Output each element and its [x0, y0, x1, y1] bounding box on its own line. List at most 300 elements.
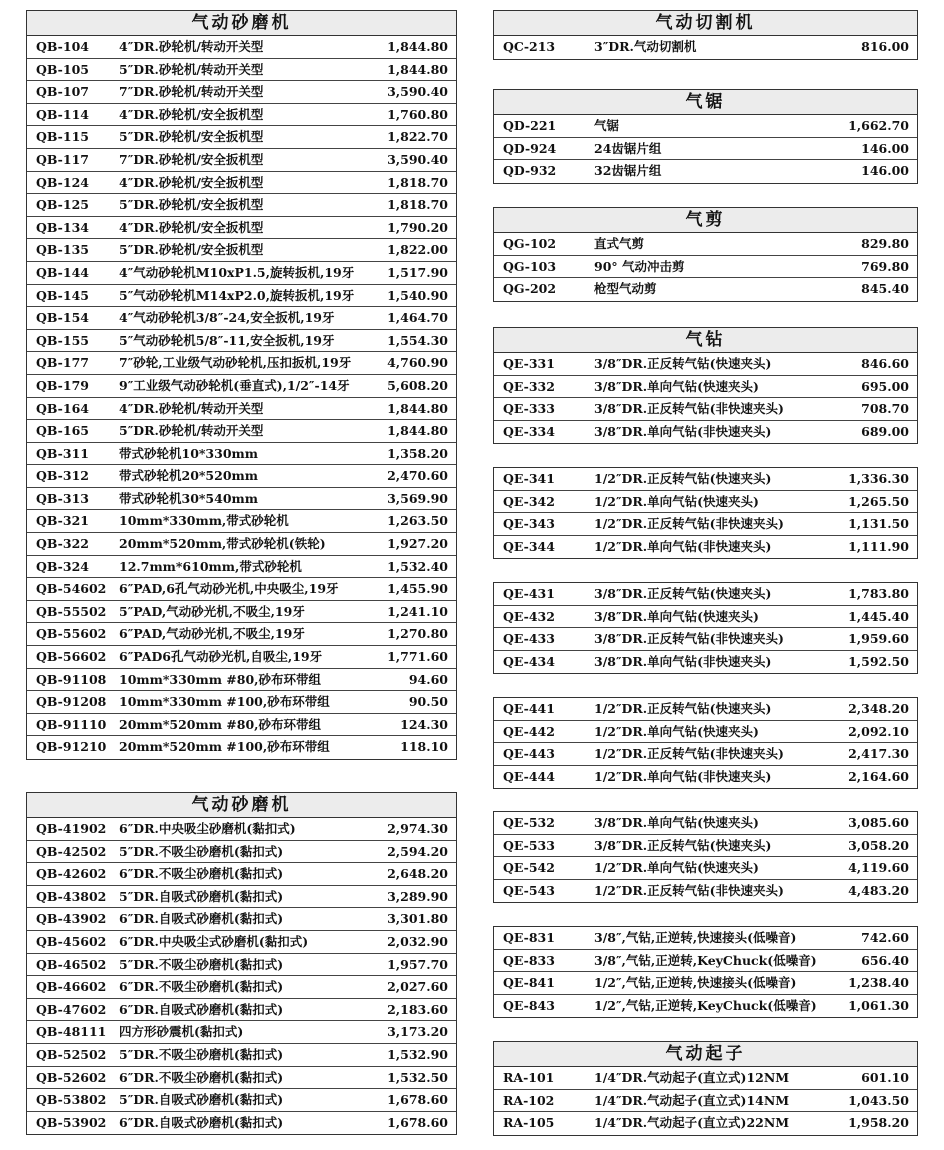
product-description: 3/8″DR.正反转气钻(快速夹头) [594, 586, 772, 601]
product-code: QB-165 [36, 423, 89, 439]
table-row [27, 1089, 456, 1112]
table-row [494, 972, 917, 995]
product-description: 5″DR.砂轮机/安全扳机型 [119, 242, 264, 258]
table-row [494, 606, 917, 629]
table-row [27, 126, 456, 149]
table-row [494, 398, 917, 421]
product-code: QB-134 [36, 219, 89, 235]
product-code: QB-135 [36, 242, 89, 258]
product-code: RA-105 [503, 1115, 555, 1131]
product-price: 695.00 [861, 378, 909, 394]
product-code: QB-107 [36, 84, 89, 100]
product-price: 3,289.90 [387, 888, 448, 904]
product-price: 1,263.50 [387, 513, 448, 529]
table-row [27, 841, 456, 864]
table-row [27, 1021, 456, 1044]
product-price: 1,844.80 [387, 400, 448, 416]
product-description: 6″DR.不吸尘砂磨机(黏扣式) [119, 979, 284, 995]
product-description: 3/8″DR.正反转气钻(非快速夹头) [594, 401, 784, 417]
table-row [27, 1044, 456, 1067]
product-price: 3,085.60 [848, 815, 909, 830]
product-price: 1,959.60 [848, 631, 909, 647]
product-description: 4″DR.砂轮机/安全扳机型 [119, 106, 264, 122]
product-description: 6″DR.自吸式砂磨机(黏扣式) [119, 911, 284, 927]
product-description: 4″气动砂轮机M10xP1.5,旋转扳机,19牙 [119, 264, 355, 280]
product-price: 1,678.60 [387, 1092, 448, 1108]
product-code: QE-432 [503, 608, 555, 624]
product-price: 1,592.50 [848, 653, 909, 669]
product-code: QB-46502 [36, 956, 107, 972]
product-description: 6″PAD,6孔气动砂光机,中央吸尘,19牙 [119, 581, 339, 597]
product-price: 4,760.90 [387, 355, 448, 371]
product-description: 6″DR.不吸尘砂磨机(黏扣式) [119, 866, 284, 882]
product-description: 20mm*520mm,带式砂轮机(铁轮) [119, 536, 326, 552]
table-row [494, 766, 917, 789]
table-row [27, 217, 456, 240]
table-row [27, 736, 456, 759]
product-description: 带式砂轮机20*520mm [119, 468, 258, 484]
table-row [27, 262, 456, 285]
table-row [494, 880, 917, 903]
table-row [27, 104, 456, 127]
product-description: 3/8″,气钻,正逆转,快速接头(低噪音) [594, 930, 797, 945]
product-code: QG-103 [503, 258, 557, 274]
product-price: 1,678.60 [387, 1114, 448, 1130]
product-code: QE-431 [503, 586, 555, 601]
product-price: 3,590.40 [387, 84, 448, 100]
product-price: 3,590.40 [387, 151, 448, 167]
product-price: 3,301.80 [387, 911, 448, 927]
product-description: 5″DR.自吸式砂磨机(黏扣式) [119, 888, 284, 904]
product-description: 3/8″DR.单向气钻(非快速夹头) [594, 423, 772, 439]
product-price: 816.00 [861, 39, 909, 54]
product-description: 6″DR.中央吸尘式砂磨机(黏扣式) [119, 933, 309, 949]
product-code: QB-155 [36, 332, 89, 348]
product-description: 3/8″,气钻,正逆转,KeyChuck(低噪音) [594, 952, 817, 968]
product-code: QG-202 [503, 281, 557, 297]
product-description: 1/2″DR.单向气钻(非快速夹头) [594, 538, 772, 554]
product-code: QB-312 [36, 468, 89, 484]
product-description: 5″DR.砂轮机/安全扳机型 [119, 197, 264, 213]
product-price: 1,554.30 [387, 332, 448, 348]
table-row [27, 149, 456, 172]
product-description: 1/4″DR.气动起子(直立式)14NM [594, 1092, 790, 1108]
product-description: 4″DR.砂轮机/安全扳机型 [119, 174, 264, 190]
table-row [494, 491, 917, 514]
table-row [27, 999, 456, 1022]
product-description: 1/4″DR.气动起子(直立式)22NM [594, 1115, 790, 1131]
table-row [27, 330, 456, 353]
product-description: 1/2″DR.正反转气钻(非快速夹头) [594, 746, 784, 762]
product-code: QB-117 [36, 151, 89, 167]
product-price: 1,043.50 [848, 1092, 909, 1108]
table-row [27, 510, 456, 533]
table-row [494, 233, 917, 256]
product-code: QB-42502 [36, 843, 107, 859]
product-price: 1,270.80 [387, 626, 448, 642]
table-row [27, 818, 456, 841]
product-code: RA-101 [503, 1070, 555, 1085]
table-row [494, 376, 917, 399]
product-price: 1,131.50 [848, 516, 909, 532]
product-code: QB-115 [36, 129, 89, 145]
product-price: 1,358.20 [387, 445, 448, 461]
table-row [494, 115, 917, 138]
product-code: QB-104 [36, 39, 89, 54]
product-price: 1,822.70 [387, 129, 448, 145]
product-price: 146.00 [861, 140, 909, 156]
product-price: 1,455.90 [387, 581, 448, 597]
product-price: 1,238.40 [848, 975, 909, 991]
table-row [494, 995, 917, 1018]
price-table-air-drill-5 [493, 811, 918, 903]
table-row [27, 398, 456, 421]
product-code: QB-48111 [36, 1024, 107, 1040]
product-description: 5″DR.砂轮机/安全扳机型 [119, 129, 264, 145]
table-row [27, 578, 456, 601]
product-description: 32齿锯片组 [594, 163, 662, 179]
product-description: 6″DR.自吸式砂磨机(黏扣式) [119, 1001, 284, 1017]
price-table-air-drill-3 [493, 582, 918, 674]
table-row [27, 1067, 456, 1090]
product-description: 5″DR.不吸尘砂磨机(黏扣式) [119, 843, 284, 859]
product-code: QE-331 [503, 356, 555, 371]
product-price: 3,058.20 [848, 837, 909, 853]
table-row [494, 1067, 917, 1090]
product-price: 1,532.90 [387, 1046, 448, 1062]
product-price: 2,648.20 [387, 866, 448, 882]
product-code: QE-441 [503, 701, 555, 716]
table-row [27, 556, 456, 579]
table-row [494, 927, 917, 950]
product-price: 1,790.20 [387, 219, 448, 235]
product-description: 3″DR.气动切割机 [594, 39, 697, 54]
product-code: QB-154 [36, 310, 89, 326]
product-description: 3/8″DR.正反转气钻(快速夹头) [594, 837, 772, 853]
product-description: 6″DR.中央吸尘砂磨机(黏扣式) [119, 821, 296, 836]
product-description: 6″PAD,气动砂光机,不吸尘,19牙 [119, 626, 305, 642]
product-description: 1/2″DR.正反转气钻(快速夹头) [594, 471, 772, 486]
table-row [494, 721, 917, 744]
table-row [494, 698, 917, 721]
table-row [494, 628, 917, 651]
table-title: 气剪 [494, 208, 917, 233]
product-code: QE-434 [503, 653, 555, 669]
product-price: 846.60 [861, 356, 909, 371]
product-description: 7″DR.砂轮机/转动开关型 [119, 84, 264, 100]
product-description: 3/8″DR.单向气钻(非快速夹头) [594, 653, 772, 669]
price-table-sanders [26, 792, 457, 1135]
table-row [494, 468, 917, 491]
table-title: 气动起子 [494, 1042, 917, 1067]
product-code: QG-102 [503, 236, 557, 251]
product-code: QE-533 [503, 837, 555, 853]
product-description: 6″DR.自吸式砂磨机(黏扣式) [119, 1114, 284, 1130]
product-description: 4″DR.砂轮机/转动开关型 [119, 39, 264, 54]
product-description: 1/2″DR.单向气钻(快速夹头) [594, 493, 759, 509]
product-code: QD-924 [503, 140, 557, 156]
table-row [494, 651, 917, 674]
product-code: QE-433 [503, 631, 555, 647]
table-row [494, 743, 917, 766]
product-code: QE-831 [503, 930, 555, 945]
product-price: 1,844.80 [387, 61, 448, 77]
product-price: 656.40 [861, 952, 909, 968]
product-description: 4″DR.砂轮机/转动开关型 [119, 400, 264, 416]
product-price: 1,336.30 [848, 471, 909, 486]
product-code: QE-542 [503, 860, 555, 876]
product-description: 直式气剪 [594, 236, 645, 251]
table-row [27, 36, 456, 59]
product-price: 1,265.50 [848, 493, 909, 509]
table-row [27, 420, 456, 443]
product-code: QD-221 [503, 118, 557, 133]
table-title: 气动切割机 [494, 11, 917, 36]
product-price: 1,532.50 [387, 1069, 448, 1085]
table-title: 气动砂磨机 [27, 11, 456, 36]
product-price: 1,517.90 [387, 264, 448, 280]
product-code: QC-213 [503, 39, 556, 54]
table-row [27, 1112, 456, 1135]
product-price: 2,183.60 [387, 1001, 448, 1017]
table-row [27, 172, 456, 195]
product-code: QE-442 [503, 723, 555, 739]
product-description: 1/2″DR.单向气钻(快速夹头) [594, 723, 759, 739]
product-price: 2,594.20 [387, 843, 448, 859]
product-description: 1/2″DR.正反转气钻(非快速夹头) [594, 516, 784, 532]
product-price: 769.80 [861, 258, 909, 274]
product-code: QB-91110 [36, 716, 107, 732]
product-description: 1/2″,气钻,正逆转,KeyChuck(低噪音) [594, 997, 817, 1013]
product-price: 124.30 [400, 716, 448, 732]
product-code: QB-105 [36, 61, 89, 77]
product-description: 6″DR.不吸尘砂磨机(黏扣式) [119, 1069, 284, 1085]
product-code: QB-164 [36, 400, 89, 416]
product-price: 1,241.10 [387, 603, 448, 619]
product-price: 90.50 [408, 694, 448, 710]
table-row [494, 278, 917, 301]
product-price: 1,111.90 [848, 538, 909, 554]
product-price: 4,483.20 [848, 882, 909, 898]
table-row [27, 714, 456, 737]
table-row [494, 160, 917, 183]
product-price: 2,470.60 [387, 468, 448, 484]
product-description: 3/8″DR.正反转气钻(快速夹头) [594, 356, 772, 371]
table-row [27, 488, 456, 511]
price-table-air-saw [493, 89, 918, 184]
table-row [27, 886, 456, 909]
table-row [27, 863, 456, 886]
product-code: QB-145 [36, 287, 89, 303]
product-price: 3,569.90 [387, 490, 448, 506]
product-code: QE-332 [503, 378, 555, 394]
product-description: 12.7mm*610mm,带式砂轮机 [119, 558, 302, 574]
table-row [27, 194, 456, 217]
table-row [27, 623, 456, 646]
table-row [494, 138, 917, 161]
product-price: 1,464.70 [387, 310, 448, 326]
table-row [494, 256, 917, 279]
product-code: QB-144 [36, 264, 89, 280]
product-price: 2,348.20 [848, 701, 909, 716]
price-table-air-drill-6 [493, 926, 918, 1018]
product-description: 20mm*520mm #100,砂布环带组 [119, 739, 330, 755]
product-code: QB-125 [36, 197, 89, 213]
table-row [27, 465, 456, 488]
product-price: 742.60 [861, 930, 909, 945]
product-price: 1,818.70 [387, 174, 448, 190]
table-row [494, 421, 917, 444]
product-description: 90° 气动冲击剪 [594, 258, 685, 274]
table-row [494, 536, 917, 559]
table-row [27, 352, 456, 375]
product-code: QE-342 [503, 493, 555, 509]
product-description: 5″气动砂轮机M14xP2.0,旋转扳机,19牙 [119, 287, 355, 303]
product-price: 2,417.30 [848, 746, 909, 762]
product-code: QB-313 [36, 490, 89, 506]
product-price: 1,061.30 [848, 997, 909, 1013]
product-price: 845.40 [861, 281, 909, 297]
product-code: QB-52602 [36, 1069, 107, 1085]
product-code: QB-311 [36, 445, 89, 461]
product-code: QB-42602 [36, 866, 107, 882]
table-row [27, 669, 456, 692]
product-code: QB-91108 [36, 671, 107, 687]
product-price: 2,092.10 [848, 723, 909, 739]
table-row [494, 36, 917, 59]
product-description: 4″DR.砂轮机/安全扳机型 [119, 219, 264, 235]
product-price: 1,662.70 [848, 118, 909, 133]
product-price: 1,783.80 [848, 586, 909, 601]
product-price: 118.10 [400, 739, 448, 755]
product-description: 5″DR.自吸式砂磨机(黏扣式) [119, 1092, 284, 1108]
table-row [27, 976, 456, 999]
table-row [27, 646, 456, 669]
table-row [494, 950, 917, 973]
product-price: 1,927.20 [387, 536, 448, 552]
table-row [27, 601, 456, 624]
price-table-screwdriver [493, 1041, 918, 1136]
product-description: 四方形砂震机(黏扣式) [119, 1024, 244, 1040]
product-description: 枪型气动剪 [594, 281, 657, 297]
product-description: 带式砂轮机30*540mm [119, 490, 258, 506]
product-code: QB-46602 [36, 979, 107, 995]
product-price: 2,032.90 [387, 933, 448, 949]
product-code: QD-932 [503, 163, 557, 179]
product-code: QE-843 [503, 997, 555, 1013]
product-code: QB-47602 [36, 1001, 107, 1017]
product-code: QB-55602 [36, 626, 107, 642]
product-code: QB-114 [36, 106, 89, 122]
product-price: 3,173.20 [387, 1024, 448, 1040]
product-price: 2,164.60 [848, 768, 909, 784]
table-row [27, 239, 456, 262]
table-row [494, 835, 917, 858]
product-description: 3/8″DR.单向气钻(快速夹头) [594, 608, 759, 624]
product-description: 1/2″DR.单向气钻(快速夹头) [594, 860, 759, 876]
product-description: 5″PAD,气动砂光机,不吸尘,19牙 [119, 603, 305, 619]
product-code: QB-91210 [36, 739, 107, 755]
product-price: 1,760.80 [387, 106, 448, 122]
price-table-air-drill-2 [493, 467, 918, 559]
product-description: 5″DR.不吸尘砂磨机(黏扣式) [119, 956, 284, 972]
product-price: 1,771.60 [387, 649, 448, 665]
table-row [494, 353, 917, 376]
product-code: QB-91208 [36, 694, 107, 710]
product-price: 1,818.70 [387, 197, 448, 213]
product-price: 1,844.80 [387, 423, 448, 439]
product-price: 1,844.80 [387, 39, 448, 54]
product-description: 7″砂轮,工业级气动砂轮机,压扣扳机,19牙 [119, 355, 352, 371]
table-row [27, 954, 456, 977]
product-description: 1/4″DR.气动起子(直立式)12NM [594, 1070, 790, 1085]
product-price: 1,540.90 [387, 287, 448, 303]
product-description: 10mm*330mm #100,砂布环带组 [119, 694, 330, 710]
product-code: QB-43902 [36, 911, 107, 927]
product-code: QE-532 [503, 815, 555, 830]
table-row [27, 931, 456, 954]
product-description: 气锯 [594, 118, 620, 133]
product-description: 4″气动砂轮机3/8″-24,安全扳机,19牙 [119, 310, 335, 326]
product-price: 1,822.00 [387, 242, 448, 258]
product-description: 3/8″DR.单向气钻(快速夹头) [594, 815, 759, 830]
table-row [27, 81, 456, 104]
table-row [494, 1090, 917, 1113]
table-row [27, 285, 456, 308]
product-description: 7″DR.砂轮机/安全扳机型 [119, 151, 264, 167]
product-code: QB-179 [36, 377, 89, 393]
table-row [27, 691, 456, 714]
product-code: QE-543 [503, 882, 555, 898]
table-row [494, 583, 917, 606]
table-row [27, 307, 456, 330]
product-code: QE-443 [503, 746, 555, 762]
product-code: QB-52502 [36, 1046, 107, 1062]
product-price: 1,957.70 [387, 956, 448, 972]
product-description: 5″气动砂轮机5/8″-11,安全扳机,19牙 [119, 332, 335, 348]
product-description: 10mm*330mm #80,砂布环带组 [119, 671, 322, 687]
product-code: RA-102 [503, 1092, 555, 1108]
table-title: 气动砂磨机 [27, 793, 456, 818]
product-price: 1,445.40 [848, 608, 909, 624]
product-code: QE-444 [503, 768, 555, 784]
table-row [494, 857, 917, 880]
product-price: 1,532.40 [387, 558, 448, 574]
product-code: QB-177 [36, 355, 89, 371]
table-row [27, 59, 456, 82]
table-row [27, 533, 456, 556]
product-code: QB-43802 [36, 888, 107, 904]
product-description: 3/8″DR.正反转气钻(非快速夹头) [594, 631, 784, 647]
product-description: 6″PAD6孔气动砂光机,自吸尘,19牙 [119, 649, 323, 665]
product-price: 708.70 [861, 401, 909, 417]
product-description: 1/2″,气钻,正逆转,快速接头(低噪音) [594, 975, 797, 991]
product-price: 2,027.60 [387, 979, 448, 995]
table-row [27, 908, 456, 931]
product-description: 10mm*330mm,带式砂轮机 [119, 513, 289, 529]
product-price: 94.60 [408, 671, 448, 687]
product-code: QE-334 [503, 423, 555, 439]
product-description: 5″DR.砂轮机/转动开关型 [119, 423, 264, 439]
table-row [494, 812, 917, 835]
product-description: 9″工业级气动砂轮机(垂直式),1/2″-14牙 [119, 377, 350, 393]
product-description: 带式砂轮机10*330mm [119, 445, 258, 461]
product-description: 1/2″DR.单向气钻(非快速夹头) [594, 768, 772, 784]
table-row [494, 1112, 917, 1135]
product-price: 146.00 [861, 163, 909, 179]
price-table-air-drill [493, 327, 918, 444]
product-description: 5″DR.不吸尘砂磨机(黏扣式) [119, 1046, 284, 1062]
